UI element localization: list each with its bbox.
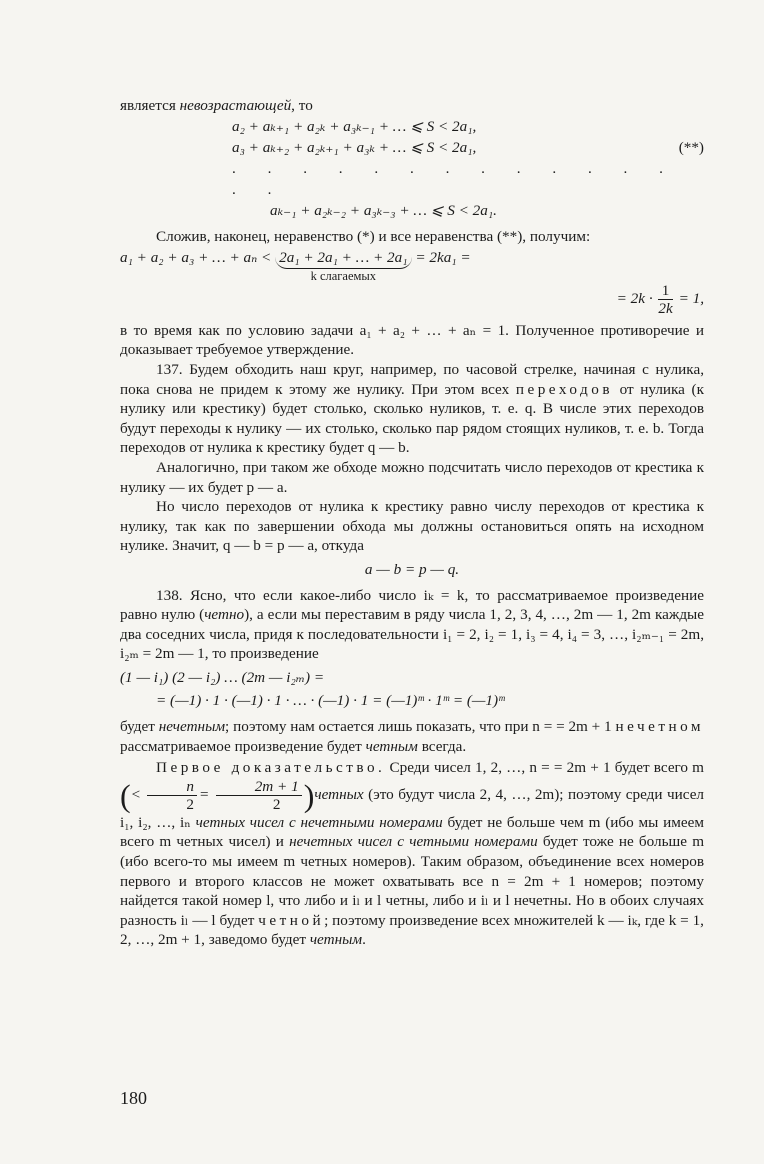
inequality-row-2: a₃ + aₖ₊₂ + a₂ₖ₊₁ + a₃ₖ + … ⩽ S < 2a₁, [232,138,477,156]
sum2-left: = 2k · [616,289,657,307]
inequality-row-1: a₂ + aₖ₊₁ + a₂ₖ + a₃ₖ₋₁ + … ⩽ S < 2a₁, [232,117,477,135]
fraction-denominator: 2k [658,299,673,317]
fraction-numerator: n [147,778,197,796]
sum-result [120,282,704,317]
equation-ab: a — b = p — q. [364,560,460,578]
paragraph-contradiction: в то время как по условию задачи a₁ + a₂ + … + aₙ = 1. Полученное противоречие и доказывает требуемое утверждение. [120,321,704,359]
fraction-n-over-2 [147,778,197,813]
page-content [120,96,704,950]
product-line-1: (1 — i₁) (2 — i₂) … (2m — i₂ₘ) = [120,668,325,686]
paragraph-137-conclusion: Но число переходов от нулика к крестику равно числу переходов от крестика к нулику, так как по завершении обхода мы должны остановиться опять на исходном нулике. Значит, q — b = p — a, откуда [120,498,704,555]
sum-formula [120,248,704,284]
page-number: 180 [120,1088,147,1108]
paragraph-138: 138. Ясно, что если какое-либо число iₖ = k, то рассматриваемое произведение равно нулю (четно), а если мы переставим в ряду числа 1, 2, 3, 4, …, 2m — 1, 2m каждые два соседних числа, придя к последовательности i₁ = 2, i₂ = 1, i₃ = 4, i₄ = 3, …, i₂ₘ₋₁ = 2m, i₂ₘ = 2m — 1, то произведение [120,586,705,663]
paragraph-first-proof: Первое доказательство. Среди чисел 1, 2, …, n = = 2m + 1 будет всего m (< $\frac{n}{2}$ = $\frac{2m + 1}{2}$ )четных (это будут числа 2, 4, …, 2m); поэтому среди чисел i₁, i₂, …, iₙ четных чисел с нечетными номерами будет не больше чем m (ибо мы имеем всего m четных чисел) и нечетных чисел с четными номерами будет тоже не больше m (ибо всего-то мы имеем m четных номеров). Таким образом, объединение всех номеров первого и второго классов не может охватывать все n = 2m + 1 номеров; поэтому найдется такой номер l, что либо и iₗ и l четны, либо и iₗ и l нечетны. Но в обоих случаях разность iₗ — l будет четной; поэтому произведение всех множителей k — iₖ, где k = 1, 2, …, 2m + 1, заведомо будет четным. [120,759,705,949]
fraction-numerator: 2m + 1 [216,778,302,796]
product-line-2: = (—1) · 1 · (—1) · 1 · … · (—1) · 1 = (—1)ᵐ · 1ᵐ = (—1)ᵐ [156,692,505,710]
inequality-dots: . . . . . . . . . . . . . . . [232,159,677,198]
underbrace-body: 2a₁ + 2a₁ + … + 2a₁ [275,248,411,269]
paragraph-sum-intro: Сложив, наконец, неравенство (*) и все неравенства (**), получим: [156,227,591,245]
fraction-numerator: 1 [658,282,672,300]
underbrace [275,248,411,284]
sum-left: a₁ + a₂ + a₃ + … + aₙ < [120,249,276,267]
paragraph-137-analog: Аналогично, при таком же обходе можно подсчитать число переходов от крестика к нулику — их будет p — a. [120,458,704,496]
paragraph-137: 137. Будем обходить наш круг, например, по часовой стрелке, начиная с нулика, пока снова не придем к этому же нулику. При этом всех переходов от нулика (к нулику или крестику) будет столько, сколько нуликов, т. е. q. В числе этих переходов будут переходы к нулику — их столько, сколько пар рядом стоящих нуликов, т. е. b. Тогда переходов от нулика к крестику будет q — b. [120,360,704,457]
underbrace-label: k слагаемых [310,268,377,283]
sum2-right: = 1, [674,289,704,307]
fraction-2m-plus-1-over-2 [216,778,302,813]
fraction-one-over-2k [658,282,672,317]
equation-tag: (**) [678,138,704,156]
inequality-system [232,116,704,221]
intro-line: является невозрастающей, то [120,97,313,114]
fraction-denominator: 2 [272,795,281,813]
inequality-row-4: aₖ₋₁ + a₂ₖ₋₂ + a₃ₖ₋₃ + … ⩽ S < 2a₁. [270,201,497,219]
fraction-denominator: 2 [186,795,194,813]
paragraph-138-odd: будет нечетным; поэтому нам остается лишь показать, что при n = = 2m + 1 нечетном рассматриваемое произведение будет четным всегда. [120,718,705,755]
sum-right: = 2ka₁ = [411,249,471,267]
